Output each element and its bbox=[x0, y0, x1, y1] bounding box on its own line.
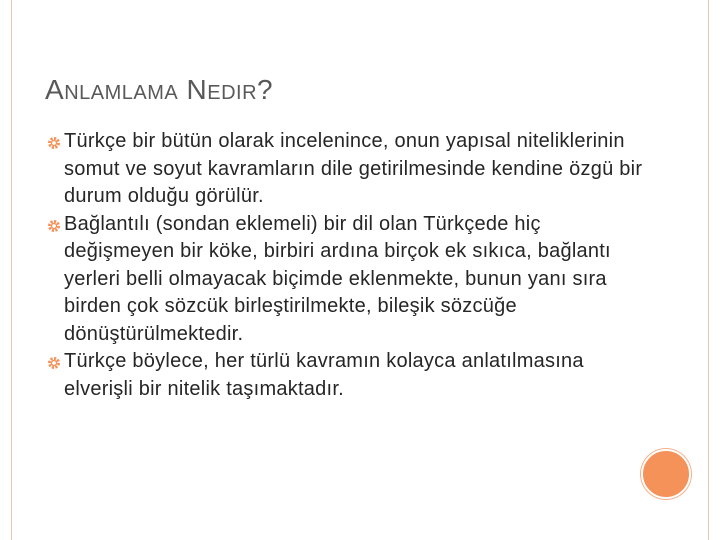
bullet-text: Bağlantılı (sondan eklemeli) bir dil olan Türkçede hiç değişmeyen bir köke, birbiri ardına birçok ek sıkıca, bağlantı yerleri belli olmayacak biçimde eklenmekte, bunun yanı sıra birden çok sözcük birleştirilmekte, bileşik sözcüğe dönüştürülmektedir. bbox=[64, 212, 611, 345]
gear-icon bbox=[47, 136, 61, 150]
page-title bbox=[45, 74, 273, 106]
title-second-word-rest: EDIR bbox=[207, 82, 258, 104]
bullet-list bbox=[56, 128, 656, 403]
gear-icon bbox=[47, 219, 61, 233]
bullet-item bbox=[56, 128, 656, 211]
title-first-letter: A bbox=[45, 74, 65, 105]
title-first-word-rest: NLAMLAMA bbox=[64, 82, 179, 104]
bullet-text: Türkçe bir bütün olarak incelenince, onun yapısal niteliklerinin somut ve soyut kavramların dile getirilmesinde kendine özgü bir durum olduğu görülür. bbox=[64, 130, 643, 207]
bullet-text: Türkçe böylece, her türlü kavramın kolayca anlatılmasına elverişli bir nitelik taşımaktadır. bbox=[64, 350, 584, 400]
decorative-circle bbox=[641, 449, 691, 499]
title-punctuation: ? bbox=[257, 74, 274, 105]
bullet-item bbox=[56, 348, 656, 403]
gear-icon bbox=[47, 356, 61, 370]
bullet-item bbox=[56, 211, 656, 349]
title-second-letter: N bbox=[186, 74, 208, 105]
